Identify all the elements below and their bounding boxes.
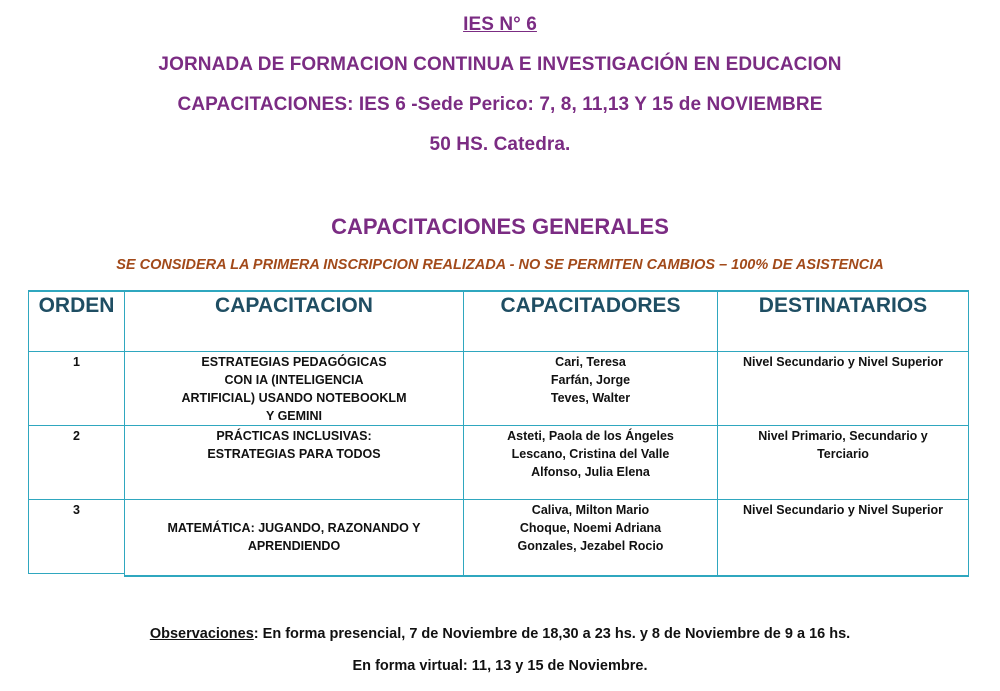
table-border-bottom [125,575,969,577]
row3-orden: 3 [73,503,80,517]
column-header-capacitacion: CAPACITACION [215,294,373,317]
table-border-top [28,290,969,292]
table-border-bottom-left [28,573,125,574]
row3-capacitador: Caliva, Milton Mario [531,503,650,517]
row3-destinatarios [718,501,968,519]
row2-capacitadores [464,427,717,481]
row3-capacitacion-line: MATEMÁTICA: JUGANDO, RAZONANDO Y [167,521,421,535]
column-header-destinatarios: DESTINATARIOS [758,294,928,317]
observations-label: Observaciones [149,626,254,642]
row1-capacitador: Teves, Walter [550,391,631,405]
row2-capacitacion-line: ESTRATEGIAS PARA TODOS [207,447,381,461]
row2-capacitador: Asteti, Paola de los Ángeles [507,429,674,443]
column-header-capacitadores: CAPACITADORES [500,294,681,317]
row2-capacitador: Lescano, Cristina del Valle [511,447,670,461]
table-border-header [28,351,969,352]
row1-destinatarios-line: Nivel Secundario y Nivel Superior [742,355,944,369]
row3-capacitacion [125,519,463,555]
row1-capacitacion-line: Y GEMINI [265,409,323,423]
table-border-row2 [28,499,969,500]
observations-text: : En forma presencial, 7 de Noviembre de 18,30 a 23 hs. y 8 de Noviembre de 9 a 16 hs. [253,626,851,642]
row1-capacitadores [464,353,717,407]
row1-capacitacion-line: ESTRATEGIAS PEDAGÓGICAS [201,355,387,369]
table-border-row1 [28,425,969,426]
row2-capacitacion [125,427,463,463]
notice-text: SE CONSIDERA LA PRIMERA INSCRIPCION REALIZADA - NO SE PERMITEN CAMBIOS – 100% DE ASISTENCIA [116,257,884,273]
row1-capacitacion [125,353,463,425]
row1-capacitacion-line: CON IA (INTELIGENCIA [224,373,364,387]
row2-destinatarios-line: Terciario [817,447,869,461]
row2-orden: 2 [73,429,80,443]
row1-capacitador: Cari, Teresa [555,355,626,369]
row3-capacitador: Choque, Noemi Adriana [519,521,662,535]
row3-capacitador: Gonzales, Jezabel Rocio [517,539,664,553]
row2-capacitador: Alfonso, Julia Elena [531,465,650,479]
hours-line: 50 HS. Catedra. [429,134,571,155]
row2-destinatarios-line: Nivel Primario, Secundario y [758,429,928,443]
row1-orden: 1 [73,355,80,369]
row3-destinatarios-line: Nivel Secundario y Nivel Superior [742,503,944,517]
row1-destinatarios [718,353,968,371]
observations-line1 [0,626,1000,642]
column-header-orden: ORDEN [38,294,115,317]
row1-capacitador: Farfán, Jorge [550,373,631,387]
row3-capacitacion-line: APRENDIENDO [247,539,341,553]
dates-line: CAPACITACIONES: IES 6 -Sede Perico: 7, 8, 11,13 Y 15 de NOVIEMBRE [177,94,823,115]
event-title: JORNADA DE FORMACION CONTINUA E INVESTIGACIÓN EN EDUCACION [158,54,842,75]
row3-capacitadores [464,501,717,555]
row2-capacitacion-line: PRÁCTICAS INCLUSIVAS: [216,429,372,443]
table-border-right [968,290,969,577]
institution-title: IES N° 6 [463,14,537,35]
observations-line2: En forma virtual: 11, 13 y 15 de Noviembre. [352,658,648,674]
section-title: CAPACITACIONES GENERALES [331,214,669,239]
row2-destinatarios [718,427,968,463]
row1-capacitacion-line: ARTIFICIAL) USANDO NOTEBOOKLM [181,391,407,405]
